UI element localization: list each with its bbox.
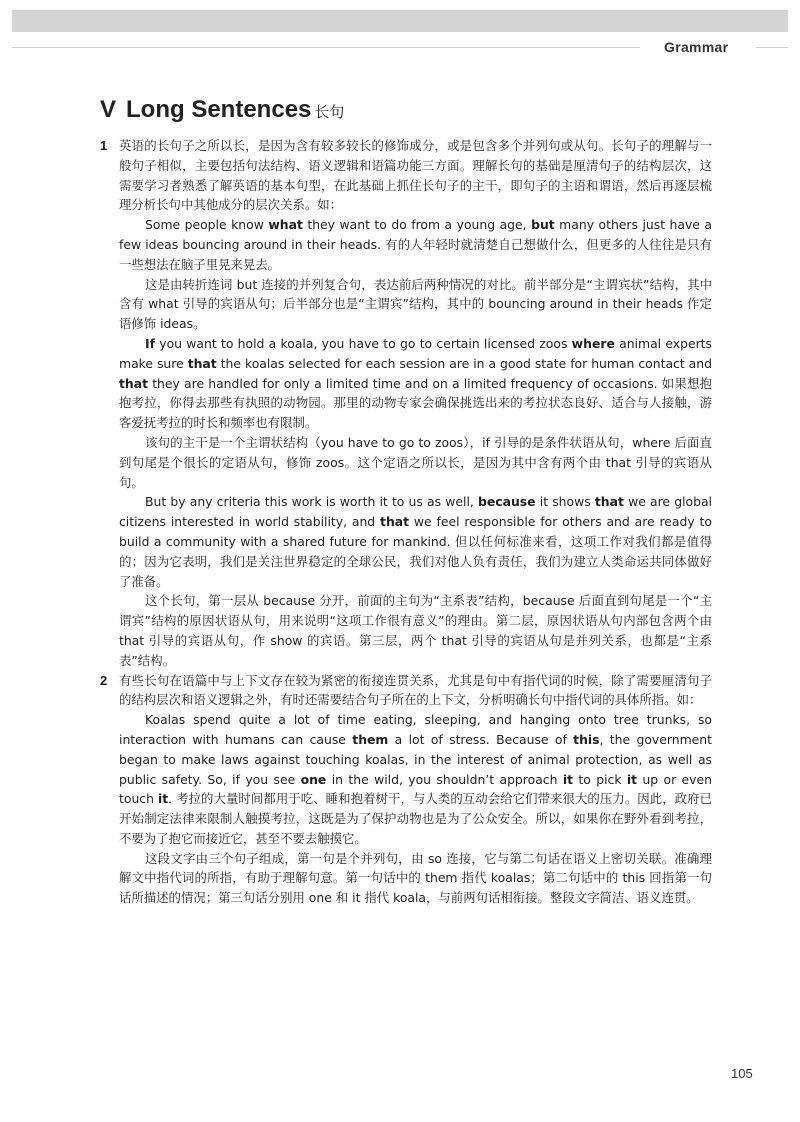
text-run: many others just have a few ideas bouncing around in their heads. 有的人年轻时就清楚自己想做什么，但更多的人往往是只有一些想法在脑子里晃来晃去。 [119,217,712,272]
text-run: animal experts make sure [119,335,712,371]
paragraph [119,492,712,591]
text-run: 这是由转折连词 but 连接的并列复合句，表达前后两种情况的对比。前半部分是“主谓宾状”结构，其中含有 what 引导的宾语从句；后半部分也是“主谓宾”结构，其中的 bouncing around in their heads 作定语修饰 ideas。 [119,276,712,332]
text-run: to pick [573,771,627,787]
paragraph [119,671,712,711]
section-body [100,136,712,908]
page-number: 105 [731,1066,753,1081]
paragraph [119,334,712,433]
text-run: they want to do from a young age, [302,217,532,233]
emphasized-word: it [157,791,169,807]
header-rule-right [756,47,788,48]
item-number: 2 [100,672,108,688]
paragraph [119,591,712,670]
paragraph [119,215,712,274]
paragraph [119,136,712,215]
emphasized-word: where [571,335,615,351]
numbered-item [100,671,712,909]
emphasized-word: it [626,771,638,787]
header-band [12,10,788,32]
emphasized-word: If [145,335,156,351]
emphasized-word: it [562,771,574,787]
emphasized-word: that [187,355,217,371]
text-run: 英语的长句子之所以长，是因为含有较多较长的修饰成分，或是包含多个并列句或从句。长句子的理解与一般句子相似，主要包括句法结构、语义逻辑和语篇功能三方面。理解长句的基础是厘清句子的结构层次，这需要学习者熟悉了解英语的基本句型，在此基础上抓住长句子的主干，即句子的主语和谓语，然后再逐层梳理分析长句中其他成分的层次关系。如： [119,138,712,213]
emphasized-word: because [478,494,536,510]
section-title-zh: 长句 [314,104,345,121]
running-head: Grammar [664,39,729,55]
text-run: they are handled for only a limited time and on a limited frequency of occasions. 如果想抱抱考拉，你得去那些有执照的动物园。那里的动物专家会确保挑选出来的考拉状态良好、适合与人接触，游客爱抚考拉的时长和频率也有限制。 [119,375,712,431]
section-number: V [100,96,117,123]
emphasized-word: that [594,494,624,510]
text-run: we feel responsible for others and are ready to build a community with a shared future for mankind. 但以任何标准来看，这项工作对我们都是值得的；因为它表明，我们是关注世界稳定的全球公民，我们对他人负有责任，我们为建立人类命运共同体做好了准备。 [119,514,712,589]
text-run: 有些长句在语篇中与上下文存在较为紧密的衔接连贯关系，尤其是句中有指代词的时候，除了需要厘清句子的结构层次和语义逻辑之外，有时还需要结合句子所在的上下文，分析明确长句中指代词的具体所指。如： [119,672,712,708]
item-number: 1 [100,138,108,153]
section-title [100,96,344,127]
text-run: Some people know [145,217,269,233]
header-rule [12,47,640,48]
text-run: up or even touch [119,771,712,807]
text-run: , the government began to make laws against touching koalas, in the interest of animal protection, as well as public safety. So, if you see [119,731,713,787]
emphasized-word: one [300,771,327,787]
text-run: . 考拉的大量时间都用于吃、睡和抱着树干，与人类的互动会给它们带来很大的压力。因此，政府已开始制定法律来限制人触摸考拉，这既是为了保护动物也是为了公众安全。所以，如果你在野外看到考拉，不要为了抱它而接近它，甚至不要去触摸它。 [119,791,712,846]
text-run: we are global citizens interested in world stability, and [119,494,712,530]
text-run: 这个长句，第一层从 because 分开，前面的主句为“主系表”结构，because 后面直到句尾是一个“主谓宾”结构的原因状语从句，用来说明“这项工作很有意义”的理由。第二层，原因状语从句内部包含两个由 that 引导的宾语从句，作 show 的宾语。第三层，两个 that 引导的宾语从句是并列关系，也都是“主系表”结构。 [119,593,712,668]
text-run: in the wild, you shouldn’t approach [326,771,563,787]
emphasized-word: this [573,731,600,747]
text-run: the koalas selected for each session are in a good state for human contact and [216,355,712,371]
text-run: 该句的主干是一个主谓状结构（you have to go to zoos），if 引导的是条件状语从句，where 后面直到句尾是个很长的定语从句，修饰 zoos。这个定语之所以长，是因为其中含有两个由 that 引导的宾语从句。 [119,434,712,490]
emphasized-word: what [268,217,303,233]
text-run: But by any criteria this work is worth it to us as well, [145,494,478,510]
text-run: it shows [535,494,595,510]
section-title-text: Long Sentences [126,96,312,123]
text-run: 这段文字由三个句子组成，第一句是个并列句，由 so 连接，它与第二句话在语义上密切关联。准确理解文中指代词的所指，有助于理解句意。第一句话中的 them 指代 koalas；第二句话中的 this 回指第一句话所描述的情况；第三句话分别用 one 和 it 指代 koala，与前两句话相衔接。整段文字简洁、语义连贯。 [119,850,712,906]
text-run: Koalas spend quite a lot of time eating, sleeping, and hanging onto tree trunks, so interaction with humans can cause [119,712,712,747]
paragraph [119,433,712,492]
emphasized-word: that [119,375,149,391]
emphasized-word: that [380,514,410,530]
text-run: a lot of stress. Because of [388,731,574,747]
emphasized-word: but [531,217,555,233]
emphasized-word: them [352,731,389,747]
paragraph [119,849,712,908]
text-run: you want to hold a koala, you have to go to certain licensed zoos [155,335,572,351]
numbered-item [100,136,712,671]
paragraph [119,275,712,334]
paragraph [119,710,712,849]
